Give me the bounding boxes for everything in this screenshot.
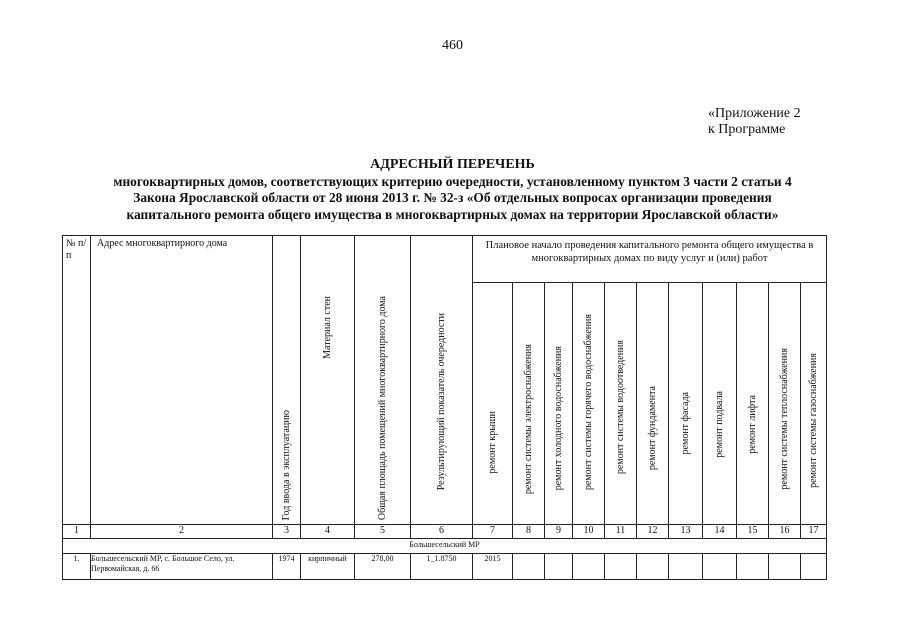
column-number: 11 [605, 525, 637, 539]
column-number: 2 [91, 525, 273, 539]
header-work-11: ремонт системы газоснабжения [801, 283, 827, 525]
page-number: 460 [442, 38, 463, 53]
row-work-8 [703, 554, 737, 580]
header-area: Общая площадь помещений многоквартирного дома [355, 236, 411, 525]
table-row [63, 554, 827, 580]
column-number: 7 [473, 525, 513, 539]
document-title [0, 157, 905, 223]
header-work-10: ремонт системы теплоснабжения [769, 283, 801, 525]
column-number: 3 [273, 525, 301, 539]
header-year: Год ввода в эксплуатацию [273, 236, 301, 525]
appendix-note [708, 106, 801, 138]
address-table [62, 235, 827, 580]
title-line-2: Закона Ярославской области от 28 июня 2013 г. № 32-з «Об отдельных вопросах организации проведения [133, 190, 772, 205]
header-work-6: ремонт фундамента [637, 283, 669, 525]
title-main: АДРЕСНЫЙ ПЕРЕЧЕНЬ [370, 157, 535, 172]
header-work-7: ремонт фасада [669, 283, 703, 525]
row-work-9 [737, 554, 769, 580]
header-work-9: ремонт лифта [737, 283, 769, 525]
title-line-1: многоквартирных домов, соответствующих критерию очередности, установленному пунктом 3 части 2 статьи 4 [113, 173, 792, 189]
row-work-1: 2015 [473, 554, 513, 580]
row-area: 278,00 [355, 554, 411, 580]
appendix-line-1: «Приложение 2 [708, 106, 801, 121]
row-work-4 [573, 554, 605, 580]
row-work-2 [513, 554, 545, 580]
column-number: 16 [769, 525, 801, 539]
title-line-3: капитального ремонта общего имущества в многоквартирных домах на территории Ярославской области» [126, 206, 779, 222]
column-number: 4 [301, 525, 355, 539]
header-work-8: ремонт подвала [703, 283, 737, 525]
row-year: 1974 [273, 554, 301, 580]
header-num: № п/п [63, 236, 91, 525]
row-num: 1. [63, 554, 91, 580]
row-work-5 [605, 554, 637, 580]
row-indicator: 1_1.8750 [411, 554, 473, 580]
column-number: 1 [63, 525, 91, 539]
column-number: 14 [703, 525, 737, 539]
header-plan: Плановое начало проведения капитального ремонта общего имущества в многоквартирных домах по виду услуг и (или) работ [473, 236, 827, 283]
row-work-11 [801, 554, 827, 580]
header-material: Материал стен [301, 236, 355, 525]
row-work-10 [769, 554, 801, 580]
column-number: 10 [573, 525, 605, 539]
column-number: 15 [737, 525, 769, 539]
header-work-2: ремонт системы электроснабжения [513, 283, 545, 525]
header-work-4: ремонт системы горячего водоснабжения [573, 283, 605, 525]
row-material: кирпичный [301, 554, 355, 580]
column-number: 12 [637, 525, 669, 539]
row-work-3 [545, 554, 573, 580]
column-number: 8 [513, 525, 545, 539]
column-number: 9 [545, 525, 573, 539]
header-address: Адрес многоквартирного дома [91, 236, 273, 525]
column-numbers-row [63, 525, 827, 539]
column-number: 13 [669, 525, 703, 539]
appendix-line-2: к Программе [708, 122, 786, 137]
row-work-6 [637, 554, 669, 580]
region-row [63, 539, 827, 554]
header-work-3: ремонт холодного водоснабжения [545, 283, 573, 525]
row-address: Большесельский МР, с. Большое Село, ул. Первомайская, д. 66 [91, 554, 273, 580]
row-work-7 [669, 554, 703, 580]
header-work-5: ремонт системы водоотведения [605, 283, 637, 525]
header-indicator: Результирующий показатель очередности [411, 236, 473, 525]
column-number: 5 [355, 525, 411, 539]
region-name: Большесельский МР [63, 539, 827, 554]
column-number: 6 [411, 525, 473, 539]
header-work-1: ремонт крыши [473, 283, 513, 525]
column-number: 17 [801, 525, 827, 539]
